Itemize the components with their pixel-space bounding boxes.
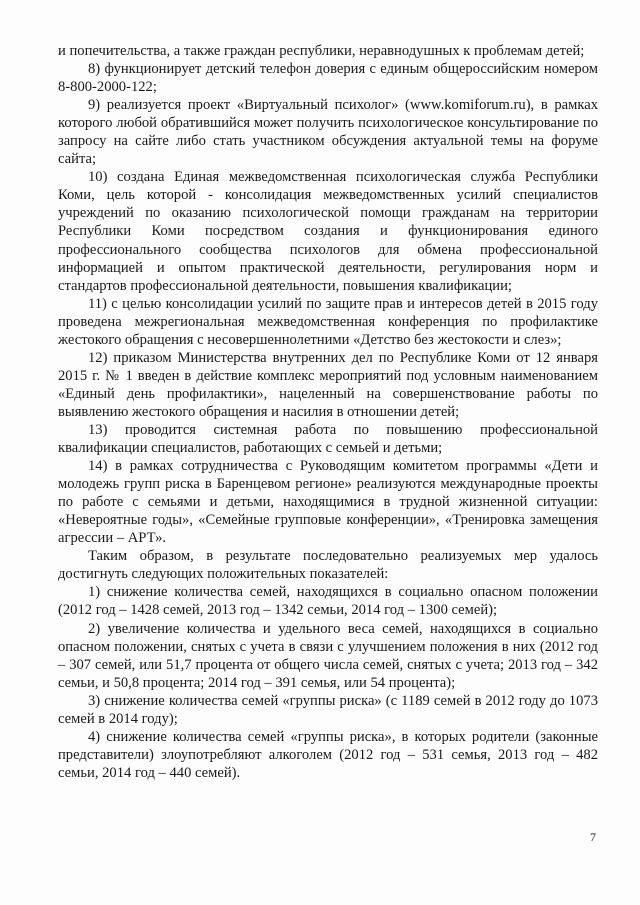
paragraph-summary-intro: Таким образом, в результате последовательно реализуемых мер удалось достигнуть следующих положительных показателей: [58,548,598,583]
paragraph-result-3: 3) снижение количества семей «группы риска» (с 1189 семей в 2012 году до 1073 семей в 2014 году); [58,692,598,727]
paragraph-guardianship-continuation: и попечительства, а также граждан республики, неравнодушных к проблемам детей; [58,43,585,59]
paragraph-item-8-helpline: 8) функционирует детский телефон доверия с единым общероссийским номером 8-800-2000-122; [58,61,598,96]
paragraph-item-12-prevention-day: 12) приказом Министерства внутренних дел по Республике Коми от 12 января 2015 г. № 1 введен в действие комплекс мероприятий под условным наименованием «Единый день профилактики», нацеленный на совершенствование работы по выявлению жестокого обращения и насилия в отношении детей; [58,349,598,420]
document-body [58,42,598,782]
paragraph-result-4: 4) снижение количества семей «группы риска», в которых родители (законные представители) злоупотребляют алкоголем (2012 год – 531 семья, 2013 год – 482 семьи, 2014 год – 440 семей). [58,728,598,781]
paragraph-item-11-conference: 11) с целью консолидации усилий по защите прав и интересов детей в 2015 году проведена межрегиональная межведомственная конференция по профилактике жестокого обращения с несовершеннолетними «Детство без жестокости и слез»; [58,295,598,348]
paragraph-result-1: 1) снижение количества семей, находящихся в социально опасном положении (2012 год – 1428 семей, 2013 год – 1342 семьи, 2014 год – 1300 семей); [58,584,598,619]
paragraph-result-2: 2) увеличение количества и удельного веса семей, находящихся в социально опасном положении, снятых с учета в связи с улучшением положения в них (2012 год – 307 семей, или 51,7 процента от общего числа семей, снятых с учета; 2013 год – 342 семьи, и 50,8 процента; 2014 год – 391 семья, или 54 процента); [58,620,598,691]
paragraph-item-13-qualification: 13) проводится системная работа по повышению профессиональной квалификации специалистов, работающих с семьей и детьми; [58,421,598,457]
page-number: 7 [590,830,596,844]
paragraph-item-10-psychological-service: 10) создана Единая межведомственная психологическая служба Республики Коми, цель которой - консолидация межведомственных усилий специалистов учреждений по оказанию психологической помощи гражданам на территории Республики Коми посредством создания и функционирования единого профессионального сообщества психологов для обмена профессиональной информацией и опытом практической деятельности, регулирования норм и стандартов профессиональной деятельности, повышения квалификации; [58,169,598,294]
paragraph-item-9-virtual-psychologist: 9) реализуется проект «Виртуальный психолог» (www.komiforum.ru), в рамках которого любой обратившийся может получить психологическое консультирование по запросу на сайте либо стать участником обсуждения актуальной темы на форуме сайта; [58,97,598,168]
paragraph-item-14-barents-program: 14) в рамках сотрудничества с Руководящим комитетом программы «Дети и молодежь групп риска в Баренцевом регионе» реализуются международные проекты по работе с семьями и детьми, находящимися в трудной жизненной ситуации: «Невероятные годы», «Семейные групповые конференции», «Тренировка замещения агрессии – АРТ». [58,458,598,547]
